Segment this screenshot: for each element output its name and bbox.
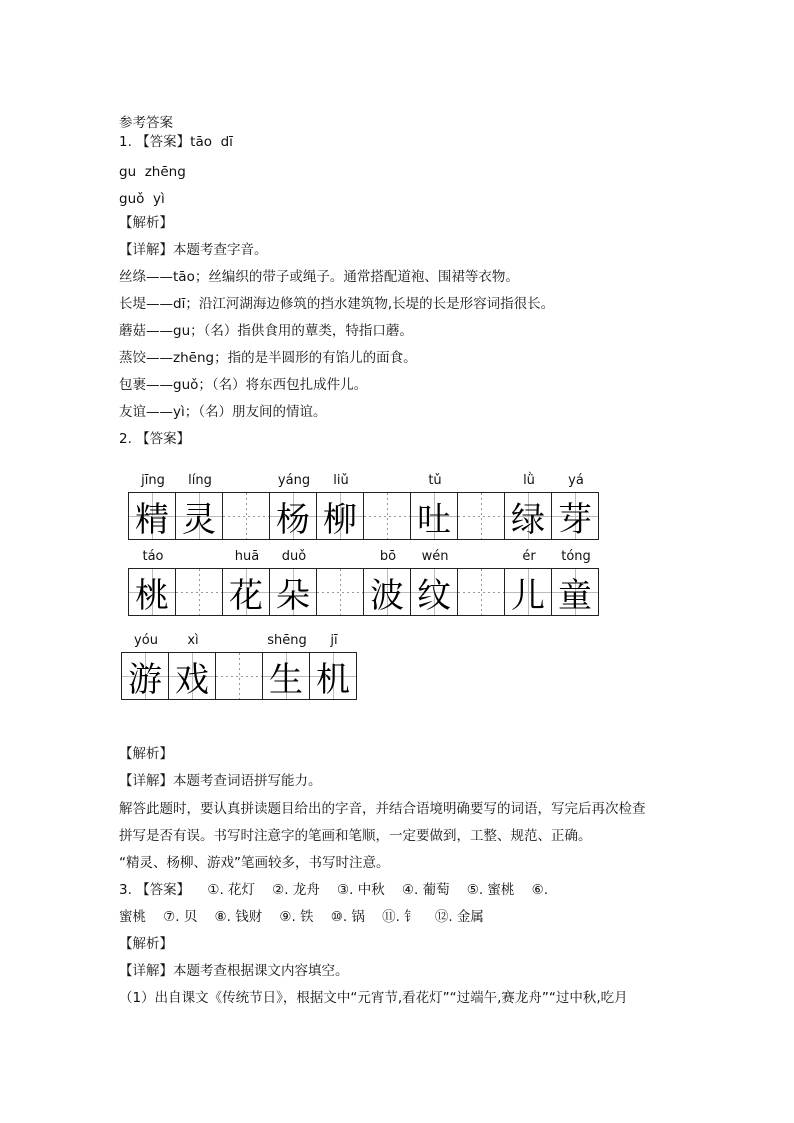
q2-paragraph: “精灵、杨柳、游戏”笔画较多，书写时注意。 — [119, 855, 390, 871]
grid-cell — [128, 549, 176, 616]
q3-analysis-label: 【解析】 — [119, 936, 173, 952]
pinyin-label: shēng — [267, 633, 307, 648]
pinyin-label: tóng — [561, 549, 591, 564]
grid-cell — [309, 633, 357, 700]
grid-cell — [128, 473, 176, 540]
grid-cell-empty — [222, 492, 270, 540]
grid-cell-empty — [215, 652, 263, 700]
grid-char: 绿 — [511, 499, 545, 540]
grid-cell — [363, 549, 411, 616]
grid-char: 童 — [558, 575, 592, 616]
q2-paragraph: 解答此题时，要认真拼读题目给出的字音，并结合语境明确要写的词语，写完后再次检查 — [119, 801, 646, 817]
grid-char: 花 — [229, 575, 263, 616]
grid-char: 杨 — [276, 499, 310, 540]
pinyin-label: lǜ — [523, 473, 535, 488]
grid-cell-empty — [363, 492, 411, 540]
grid-cell — [410, 473, 458, 540]
pinyin-label: yáng — [277, 473, 311, 488]
grid-cell-empty — [316, 568, 364, 616]
grid-cell — [168, 633, 216, 700]
q1-item: 包裹——guǒ；（名）将东西包扎成件儿。 — [119, 377, 368, 393]
q3-answer: 3. 【答案】 ①. 花灯 ②. 龙舟 ③. 中秋 ④. 葡萄 ⑤. 蜜桃 ⑥. — [119, 882, 548, 898]
grid-char: 柳 — [323, 499, 357, 540]
q1-item: 长堤——dī；沿江河湖海边修筑的挡水建筑物,长堤的长是形容词指很长。 — [119, 296, 555, 312]
grid-cell — [316, 473, 364, 540]
pinyin-label: jīng — [141, 473, 165, 488]
grid-char: 朵 — [276, 575, 310, 616]
grid-cell — [551, 473, 599, 540]
grid-char: 机 — [316, 659, 350, 700]
grid-char: 吐 — [417, 499, 451, 540]
grid-char: 灵 — [182, 499, 216, 540]
pinyin-label: yóu — [134, 633, 158, 648]
q3-answer-continued: 蜜桃 ⑦. 贝 ⑧. 钱财 ⑨. 铁 ⑩. 锅 ⑪. 钅 ⑫. 金属 — [119, 909, 484, 925]
pinyin-label: líng — [188, 473, 212, 488]
q2-analysis-label: 【解析】 — [119, 746, 173, 762]
pinyin-label: bō — [379, 549, 397, 564]
q1-item: 蒸饺——zhēng；指的是半圆形的有馅儿的面食。 — [119, 350, 417, 366]
grid-char: 儿 — [511, 575, 545, 616]
q2-paragraph: 拼写是否有误。书写时注意字的笔画和笔顺，一定要做到，工整、规范、正确。 — [119, 828, 592, 844]
grid-char: 生 — [269, 659, 303, 700]
q1-item: 蘑菇——gu；（名）指供食用的蕈类，特指口蘑。 — [119, 323, 413, 339]
grid-cell — [504, 549, 552, 616]
grid-char: 游 — [128, 659, 162, 700]
q3-paragraph: （1）出自课文《传统节日》，根据文中“元宵节,看花灯”“过端午,赛龙舟”“过中秋,吃月 — [119, 990, 628, 1006]
pinyin-grid-row-2 — [128, 549, 598, 616]
grid-cell-empty — [457, 492, 505, 540]
q2-detail: 【详解】本题考查词语拼写能力。 — [119, 773, 322, 789]
pinyin-label: liǔ — [333, 473, 349, 488]
q1-pinyin-line-3: guǒ yì — [119, 191, 165, 207]
grid-cell-empty — [457, 568, 505, 616]
q1-analysis-label: 【解析】 — [119, 215, 173, 231]
pinyin-label: huā — [234, 549, 260, 564]
grid-cell — [175, 473, 223, 540]
pinyin-grid-row-1 — [128, 473, 598, 540]
q1-item: 友谊——yì；（名）朋友间的情谊。 — [119, 404, 327, 420]
section-header: 参考答案 — [119, 115, 173, 131]
q2-answer: 2. 【答案】 — [119, 431, 191, 447]
grid-cell — [410, 549, 458, 616]
grid-char: 纹 — [417, 575, 451, 616]
q3-detail: 【详解】本题考查根据课文内容填空。 — [119, 963, 349, 979]
grid-cell — [121, 633, 169, 700]
grid-cell — [269, 473, 317, 540]
q1-detail: 【详解】本题考查字音。 — [119, 242, 268, 258]
pinyin-label: duǒ — [281, 549, 307, 564]
grid-char: 精 — [135, 499, 169, 540]
pinyin-label: tǔ — [428, 473, 442, 488]
pinyin-label: táo — [142, 549, 164, 564]
grid-cell — [269, 549, 317, 616]
grid-cell-empty — [175, 568, 223, 616]
pinyin-grid-row-3 — [121, 633, 356, 700]
pinyin-label: wén — [421, 549, 449, 564]
pinyin-label: yá — [568, 473, 584, 488]
q1-answer: 1. 【答案】tāo dī — [119, 134, 233, 150]
pinyin-label: xì — [187, 633, 199, 648]
q1-pinyin-line-2: gu zhēng — [119, 164, 186, 180]
q1-item: 丝绦——tāo；丝编织的带子或绳子。通常搭配道袍、围裙等衣物。 — [119, 269, 519, 285]
grid-cell — [551, 549, 599, 616]
grid-cell — [504, 473, 552, 540]
grid-char: 波 — [370, 575, 404, 616]
grid-cell — [222, 549, 270, 616]
pinyin-label: ér — [522, 549, 536, 564]
grid-char: 桃 — [135, 575, 169, 616]
grid-char: 芽 — [558, 499, 592, 540]
grid-cell — [262, 633, 310, 700]
pinyin-label: jī — [330, 633, 338, 648]
grid-char: 戏 — [175, 659, 209, 700]
